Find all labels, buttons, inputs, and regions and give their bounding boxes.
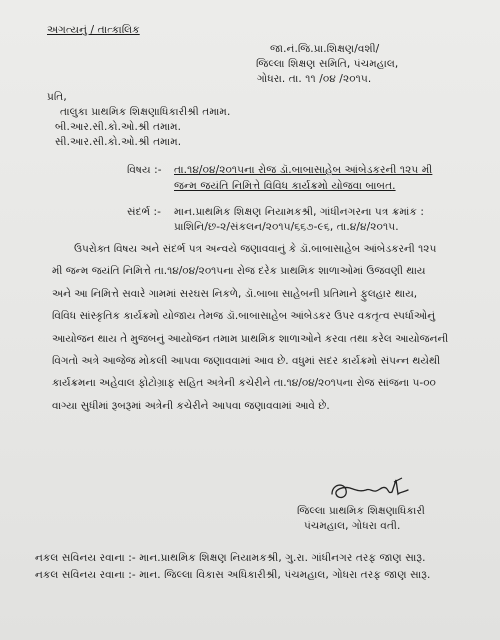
body-line: મી જન્મ જયંતિ નિમિત્તે તા.૧૪/૦૪/૨૦૧૫ના રોજ દરેક પ્રાથમિક શાળાઓમાં ઉજવણી થાય [52, 265, 426, 278]
body-line: ઉપરોક્ત વિષય અને સંદર્ભ પત્ર અન્વયે જણાવવાનું કે ડૉ.બાબાસાહેબ આંબેડકરની ૧૨૫ [74, 243, 437, 255]
body-paragraph [52, 238, 472, 417]
to-label: પ્રતિ, [47, 91, 67, 103]
subject-line-1: તા.૧૪/૦૪/૨૦૧૫ના રોજ ડૉ.બાબાસાહેબ આંબેડકરની ૧૨૫ મી [174, 164, 433, 176]
recipient-line-1: તાલુકા પ્રાથમિક શિક્ષણાધિકારીશ્રી તમામ. [60, 106, 231, 118]
body-line: વિવિધ સાંસ્કૃતિક કાર્યક્રમો યોજાય તેમજ ડૉ.બાબાસાહેબ આંબેડકર ઉપર વકતૃત્વ સ્પર્ધાઓનું [52, 310, 436, 323]
body-line: વાગ્યા સુધીમાં રૂબરૂમાં અત્રેની કચેરીને આપવા જણાવવામાં આવે છે. [52, 399, 330, 412]
copy-line-2: નકલ સવિનય રવાના :- માન. જિલ્લા વિકાસ અધિકારીશ્રી, પંચમહાલ, ગોધરા તરફ જાણ સારૂ. [35, 569, 431, 581]
signatory-title: જિલ્લા પ્રાથમિક શિક્ષણાધિકારી [297, 505, 426, 517]
signatory-place: પંચમહાલ, ગોધરા વતી. [304, 520, 401, 532]
body-line: વિગતો અત્રે આજેજ મોકલી આપવા જણાવવામાં આવ છે. વધુમાં સદર કાર્યક્રમો સંપન્ન થયેથી [52, 355, 441, 368]
recipient-line-2: બી.આર.સી.કો.ઓ.શ્રી તમામ. [55, 121, 182, 133]
copy-line-1: નકલ સવિનય રવાના :- માન.પ્રાથમિક શિક્ષણ નિયામકશ્રી, ગુ.રા. ગાંધીનગર તરફ જાણ સારૂ. [35, 552, 426, 564]
reference-line-1: માન.પ્રાથમિક શિક્ષણ નિયામકશ્રી, ગાંધીનગરના પત્ર ક્રમાંક : [174, 206, 425, 218]
subject-label: વિષય :- [127, 164, 162, 176]
body-line: કાર્યક્રમના અહેવાલ ફોટોગ્રાફ સહિત અત્રેની કચેરીને તા.૧૪/૦૪/૨૦૧૫ના રોજ સાંજના ૫-૦૦ [52, 377, 436, 390]
subject-line-2: જન્મ જયંતિ નિમિત્તે વિવિધ કાર્યક્રમો યોજવા બાબત. [174, 180, 396, 192]
body-line: આયોજન થાય તે મુજબનું આયોજન તમામ પ્રાથમિક શાળાઓને કરવા તથા કરેલ આયોજનની [52, 332, 449, 345]
office-reference: જા.નં.જિ.પ્રા.શિક્ષણ/વશી/ [270, 43, 380, 55]
signature-image [326, 470, 421, 506]
body-line: અને આ નિમિત્તે સવારે ગામમાં સરઘસ નિકળે, ડૉ.બાબા સાહેબની પ્રતિમાને ફુલહાર થાય, [52, 287, 418, 300]
recipient-line-3: સી.આર.સી.કો.ઓ.શ્રી તમામ. [55, 136, 182, 148]
priority-heading: અગત્યનું / તાત્કાલિક [47, 24, 140, 36]
reference-line-2: પ્રાશિનિ/છ-૨/સંકલન/૨૦૧૫/૬૬૭-૯૬, તા.૪/૪/૨૦૧૫. [174, 221, 399, 233]
office-name: જિલ્લા શિક્ષણ સમિતિ, પંચમહાલ, [256, 58, 399, 70]
reference-label: સંદર્ભ :- [127, 206, 162, 218]
place-date: ગોધરા. તા. ૧૧ /૦૪ /૨૦૧૫. [257, 73, 372, 85]
